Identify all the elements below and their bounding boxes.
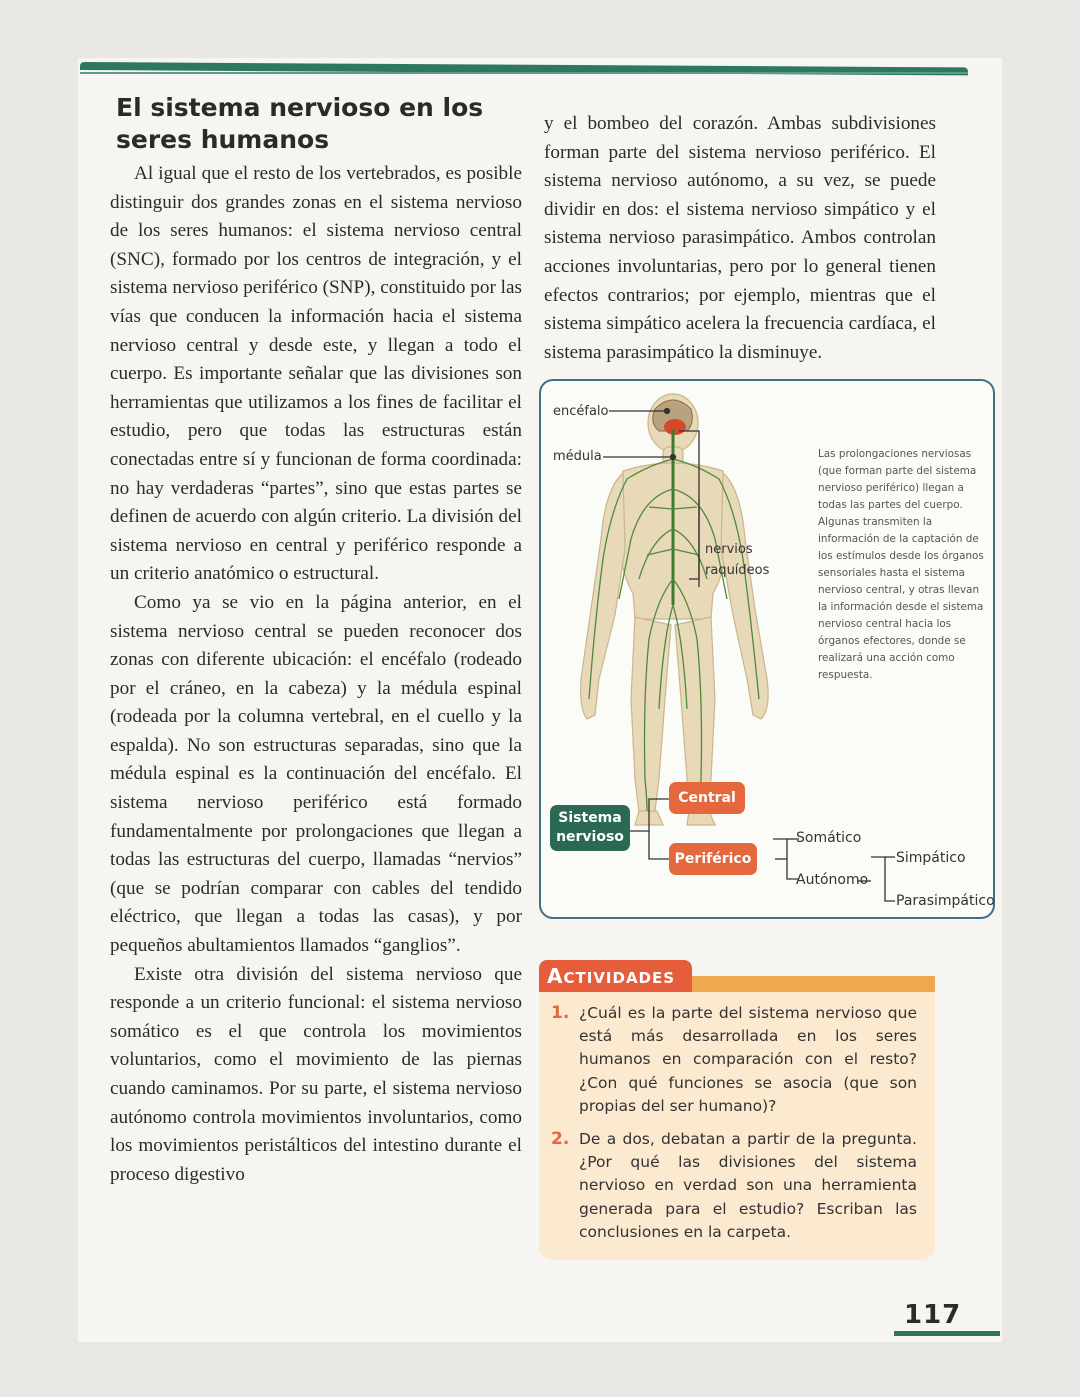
page-title: El sistema nervioso en los seres humanos [116,93,484,154]
label-encefalo: encéfalo [553,404,609,419]
activity-number-1: 1. [551,1003,570,1023]
activities-body [539,992,935,1260]
label-nervios: nervios [705,542,753,557]
activity-text-1: ¿Cuál es la parte del sistema nervioso que está más desarrollada en los seres humanos en comparación con el resto? ¿Con qué funciones se asocia (que son propias del ser humano)? [579,1004,917,1115]
right-column [544,110,936,367]
activities-box [539,960,935,1260]
label-raquideos: raquídeos [705,563,770,578]
node-root-line-2: nervioso [556,829,624,845]
label-medula: médula [553,449,602,464]
paragraph-2: Como ya se vio en la página anterior, en el sistema nervioso central se pueden reconocer dos zonas con diferente ubicación: el encéfalo (rodeado por el cráneo, en la cabeza) y la médula espinal (rodeada por la columna vertebral, en el cuello y la espalda). No son estructuras separadas, sino que la médula espinal es la continuación del encéfalo. El sistema nervioso periférico está formado fundamentalmente por prolongaciones que llegan a todas las estructuras del cuerpo, llamadas “nervios” (que se podrían comparar con cables del tendido eléctrico, que llegan a todas las casas), y por pequeños abultamientos llamados “ganglios”. [110,591,522,957]
paragraph-continued: y el bombeo del corazón. Ambas subdivisiones forman parte del sistema nervioso periférico. El sistema nervioso autónomo, a su vez, se puede dividir en dos: el sistema nervioso simpático y el sistema nervioso parasimpático. Ambos controlan acciones involuntarias, pero por lo general tienen efectos contrarios; por ejemplo, mientras que el sistema simpático acelera la frecuencia cardíaca, el sistema parasimpático la disminuye. [544,113,936,363]
activity-number-2: 2. [551,1129,570,1149]
branch-somatico: Somático [796,830,862,846]
activity-text-2: De a dos, debatan a partir de la pregunta. ¿Por qué las divisiones del sistema nervioso en verdad son una herramienta generada para el estudio? Escriban las conclusiones en la carpeta. [579,1130,917,1241]
page-number: 117 [904,1300,962,1330]
paragraph-1: Al igual que el resto de los vertebrados, es posible distinguir dos grandes zonas en el sistema nervioso de los seres humanos: el sistema nervioso central (SNC), formado por los centros de integración, y el sistema nervioso periférico (SNP), constituido por las vías que conducen la información hacia el sistema nervioso central y desde este, y llegan a todo el cuerpo. Es importante señalar que las divisiones son herramientas que utilizamos a los fines de facilitar el estudio, pero que todas las estructuras están conectadas entre sí y funcionan de forma coordinada: no hay verdaderas “partes”, sino que estas partes se definen de acuerdo con algún criterio. La división del sistema nervioso en central y periférico responde a un criterio anatómico o estructural. [110,163,522,585]
paragraph-3: Existe otra división del sistema nervioso que responde a un criterio funcional: el sistema nervioso somático es el que controla los movimientos voluntarios, como el movimiento de las piernas cuando caminamos. Por su parte, el sistema nervioso autónomo controla movimientos involuntarios, como los movimientos peristálticos del intestino durante el proceso digestivo [110,963,522,1185]
left-column [110,92,522,1189]
branch-simpatico: Simpático [896,850,966,866]
branch-autonomo: Autónomo [796,872,869,888]
activity-item-1 [551,1002,917,1118]
activities-title-rest: CTIVIDADES [563,969,676,987]
node-central: Central [669,782,745,814]
left-body [110,160,522,1189]
node-root-line-1: Sistema [558,810,622,826]
activity-item-2 [551,1128,917,1244]
cerebellum-icon [664,419,686,435]
node-periferico: Periférico [669,843,757,875]
top-rule-thin [80,72,968,74]
node-sistema-nervioso [550,805,630,851]
activities-title-initial: A [547,964,564,988]
activities-title [539,960,692,992]
branch-parasimpatico: Parasimpático [896,893,995,909]
figure-caption: Las prolongaciones nerviosas (que forman parte del sistema nervioso periférico) llegan a todas las partes del cuerpo. Algunas transmiten la información de la captación de los estímulos desde los órganos sensoriales hasta el sistema nervioso central, y otras llevan la información desde el sistema nervioso central hacia los órganos efectores, donde se realizará una acción como respuesta. [818,448,984,681]
bottom-rule [894,1331,1000,1336]
